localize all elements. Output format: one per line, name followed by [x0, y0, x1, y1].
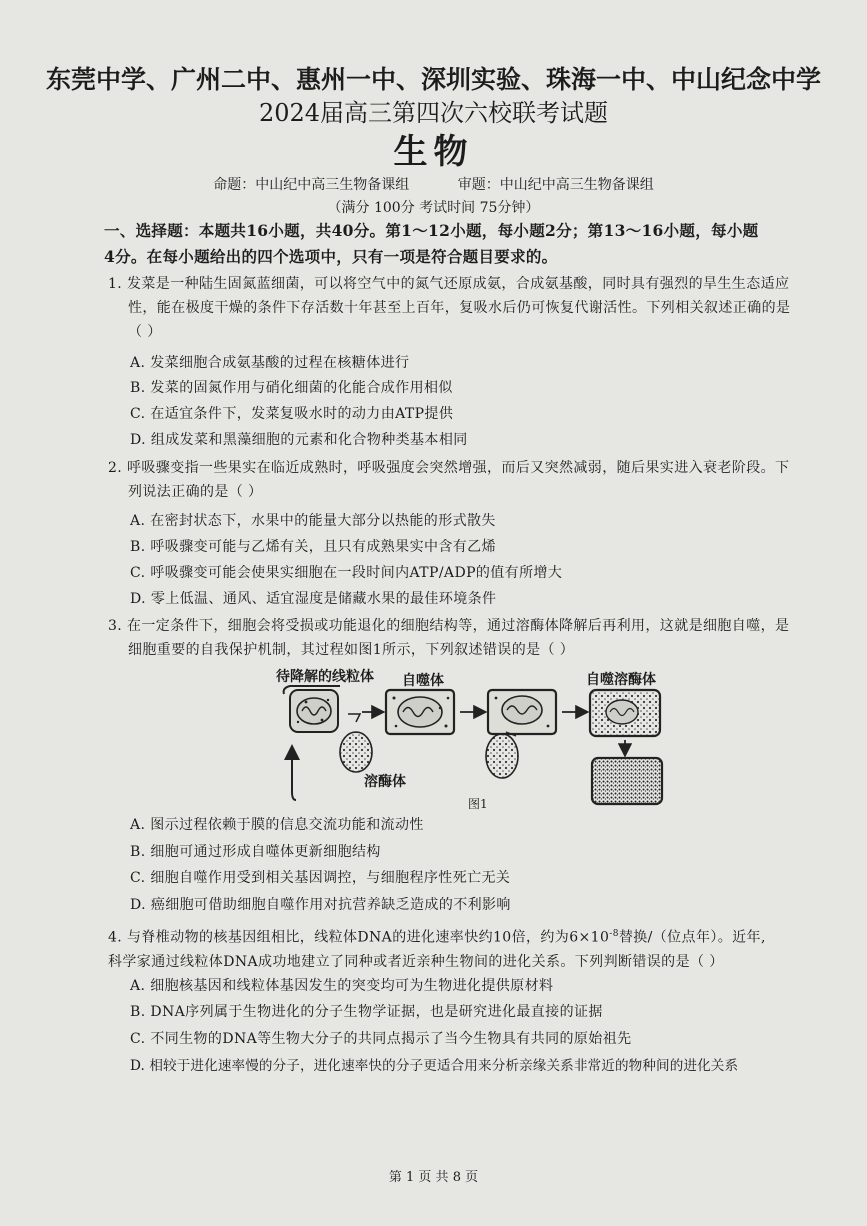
- q3-option-d: D. 癌细胞可借助细胞自噬作用对抗营养缺乏造成的不利影响: [130, 897, 511, 913]
- q1-option-c: C. 在适宜条件下，发菜复吸水时的动力由ATP提供: [130, 406, 454, 422]
- lysosome-2: [486, 732, 518, 778]
- autolysosome-cell: [590, 690, 660, 736]
- q4-option-b: B. DNA序列属于生物进化的分子生物学证据，也是研究进化最直接的证据: [130, 1004, 603, 1020]
- section-instructions: 一、选择题：本题共16小题，共40分。第1～12小题，每小题2分；第13～16小题，每小题 4分。在每小题给出的四个选项中，只有一项是符合题目要求的。: [104, 221, 759, 266]
- question-3-stem: 3. 在一定条件下，细胞会将受损或功能退化的细胞结构等，通过溶酶体降解后再利用，这就是细胞自噬，是 细胞重要的自我保护机制，其过程如图1所示，下列叙述错误的是（ ）: [108, 618, 790, 658]
- q2-option-c: C. 呼吸骤变可能会使果实细胞在一段时间内ATP/ADP的值有所增大: [130, 565, 563, 581]
- fusion-cell: [488, 690, 556, 734]
- autophagy-diagram: [270, 664, 670, 814]
- question-4-stem: 4. 与脊椎动物的核基因组相比，线粒体DNA的进化速率快约10倍，约为$6\times 10^{-8}$替换/（位点年）。近年, 科学家通过线粒体DNA成功地建立了同种或者近亲种生物间的进化关系。下列判断错误的是（ ）: [108, 929, 766, 970]
- lysosome-1: [340, 732, 372, 772]
- question-2-stem: 2. 呼吸骤变指一些果实在临近成熟时，呼吸强度会突然增强，而后又突然减弱，随后果实进入衰老阶段。下 列说法正确的是（ ）: [108, 460, 790, 500]
- autophagosome-cell: [386, 690, 454, 734]
- q1-option-b: B. 发菜的固氮作用与硝化细菌的化能合成作用相似: [130, 380, 453, 396]
- exam-title: 2024届高三第四次六校联考试题: [258, 99, 609, 127]
- q3-option-c: C. 细胞自噬作用受到相关基因调控，与细胞程序性死亡无关: [130, 870, 511, 886]
- label-mitochondrion: 待降解的线粒体: [276, 669, 374, 685]
- subject-title: 生物: [393, 132, 474, 172]
- q3-option-b: B. 细胞可通过形成自噬体更新细胞结构: [130, 844, 381, 860]
- degraded-cell: [592, 758, 662, 804]
- mitochondrion-cell: [284, 686, 340, 732]
- label-autophagosome: 自噬体: [402, 673, 444, 689]
- membrane-arrow: [348, 714, 360, 722]
- q3-option-a: A. 图示过程依赖于膜的信息交流功能和流动性: [130, 817, 424, 833]
- recycle-arrow: [292, 748, 296, 800]
- reviewer-text: 审题：中山纪中高三生物备课组: [457, 177, 654, 193]
- q4-option-d: D. 相较于进化速率慢的分子，进化速率快的分子更适合用来分析亲缘关系非常近的物种间的进化关系: [130, 1058, 739, 1074]
- q4-option-c: C. 不同生物的DNA等生物大分子的共同点揭示了当今生物具有共同的原始祖先: [130, 1031, 632, 1047]
- q2-option-d: D. 零上低温、通风、适宜湿度是储藏水果的最佳环境条件: [130, 591, 497, 607]
- q2-option-b: B. 呼吸骤变可能与乙烯有关，且只有成熟果实中含有乙烯: [130, 539, 496, 555]
- score-time: （满分 100分 考试时间 75分钟）: [327, 200, 540, 216]
- q2-option-a: A. 在密封状态下，水果中的能量大部分以热能的形式散失: [130, 513, 496, 529]
- q1-option-a: A. 发菜细胞合成氨基酸的过程在核糖体进行: [130, 355, 410, 371]
- figure-caption: 图1: [468, 797, 488, 811]
- question-1-stem: 1. 发菜是一种陆生固氮蓝细菌，可以将空气中的氮气还原成氨，合成氨基酸，同时具有强烈的旱生生态适应 性，能在极度干燥的条件下存活数十年甚至上百年，复吸水后仍可恢复代谢活性。下列相关叙述正确的是 （ ）: [108, 276, 791, 340]
- label-lysosome: 溶酶体: [364, 774, 406, 790]
- label-autolysosome: 自噬溶酶体: [586, 672, 656, 688]
- author-line: [0, 174, 867, 194]
- q1-option-d: D. 组成发菜和黑藻细胞的元素和化合物种类基本相同: [130, 432, 468, 448]
- setter-text: 命题：中山纪中高三生物备课组: [213, 177, 410, 193]
- schools-header: 东莞中学、广州二中、惠州一中、深圳实验、珠海一中、中山纪念中学: [45, 65, 821, 94]
- page-footer: 第 1 页 共 8 页: [388, 1170, 479, 1185]
- q4-option-a: A. 细胞核基因和线粒体基因发生的突变均可为生物进化提供原材料: [130, 978, 554, 994]
